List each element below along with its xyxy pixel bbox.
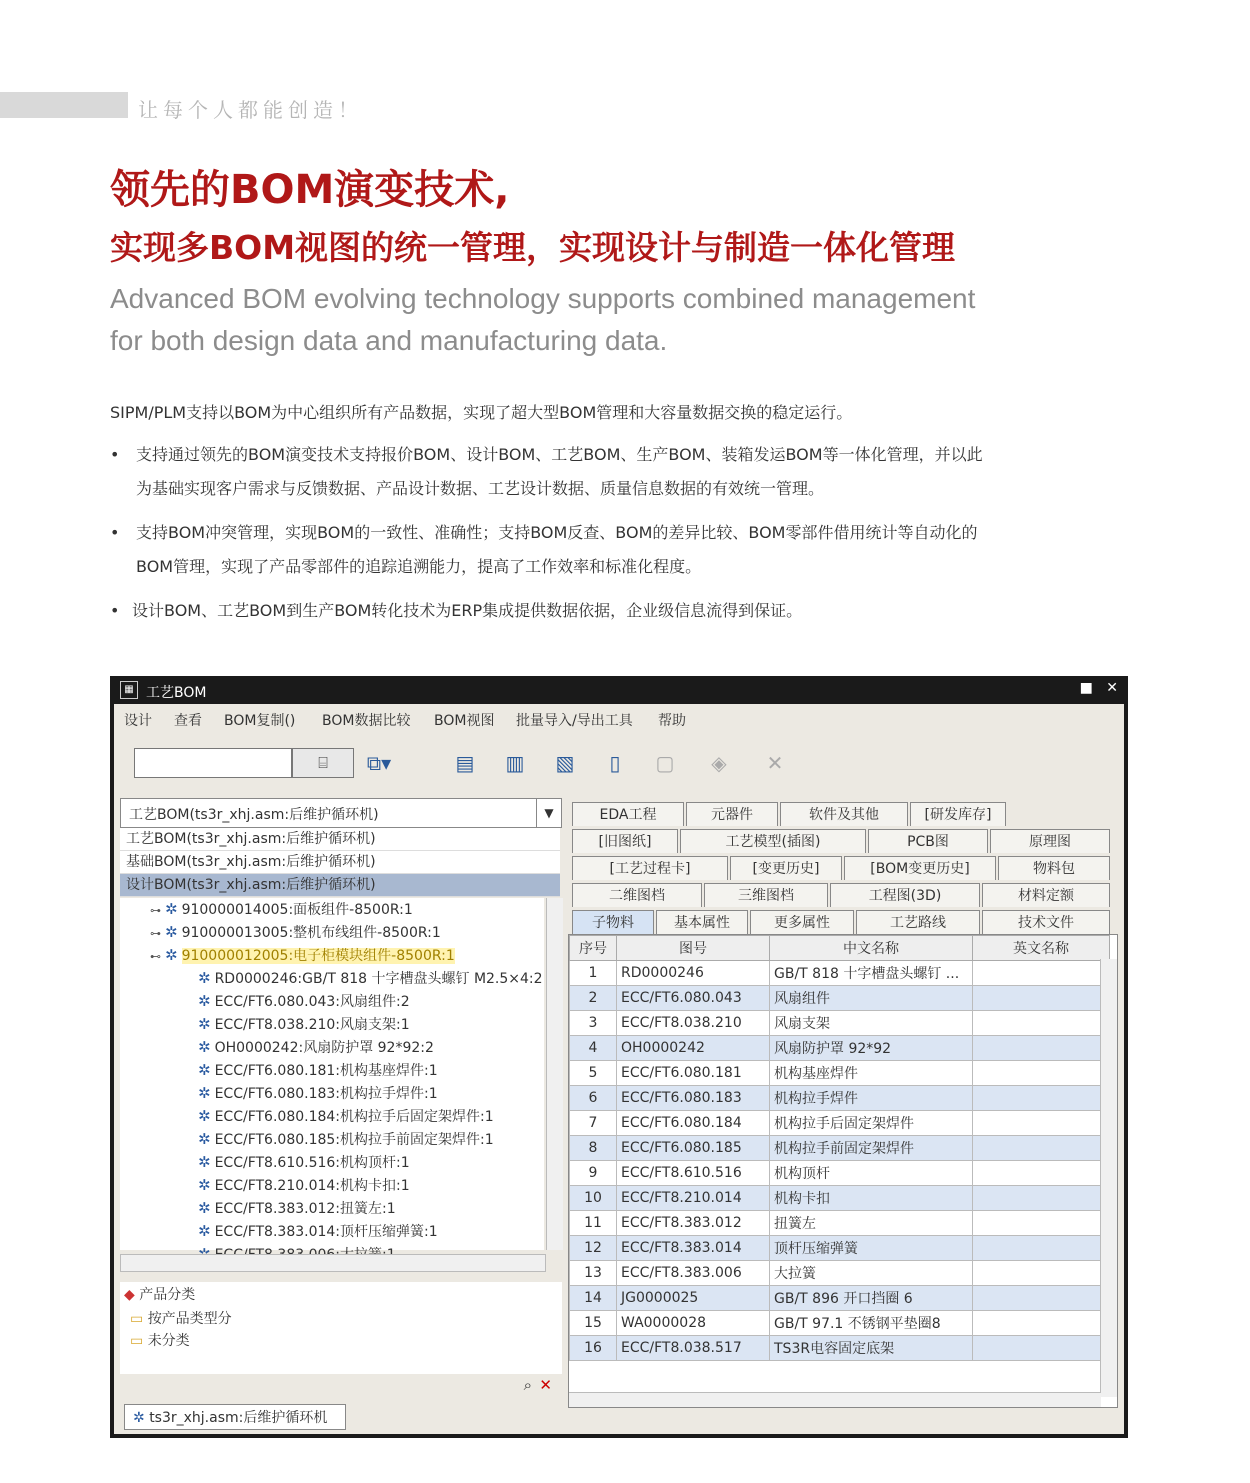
bom-tree <box>120 898 544 1250</box>
maximize-icon[interactable]: ■ <box>1079 680 1093 696</box>
tab-row <box>568 883 1116 909</box>
table-cell <box>973 1186 1110 1211</box>
table-cell: ECC/FT8.210.014 <box>617 1186 770 1211</box>
tree-horizontal-scrollbar[interactable] <box>120 1254 546 1272</box>
table-row[interactable] <box>570 1286 1110 1311</box>
column-header[interactable]: 图号 <box>617 936 770 961</box>
menu-view[interactable]: 查看 <box>174 713 202 729</box>
column-header[interactable]: 中文名称 <box>770 936 973 961</box>
table-cell: 风扇防护罩 92*92 <box>770 1036 973 1061</box>
table-cell: JG0000025 <box>617 1286 770 1311</box>
table-cell: 7 <box>570 1111 617 1136</box>
table-row[interactable] <box>570 1036 1110 1061</box>
table-cell: GB/T 818 十字槽盘头螺钉 ... <box>770 961 973 986</box>
table-cell <box>973 986 1110 1011</box>
header-gray-bar <box>0 92 128 118</box>
tree-node[interactable]: ✲ ECC/FT8.610.516:机构顶杆:1 <box>198 1153 410 1171</box>
table-cell: 大拉簧 <box>770 1261 973 1286</box>
slogan: 让每个人都能创造！ <box>138 98 363 122</box>
table-cell <box>973 1086 1110 1111</box>
tab-components[interactable]: 元器件 <box>686 802 778 826</box>
table-cell <box>973 1061 1110 1086</box>
table-row[interactable] <box>570 1011 1110 1036</box>
tree-node-selected[interactable]: ⊷ ✲ 910000012005:电子柜模块组件-8500R:1 <box>150 946 455 964</box>
search-input[interactable] <box>134 748 292 778</box>
copy-dropdown-icon[interactable]: ⧉▾ <box>366 751 392 775</box>
folder-icon: ▭ <box>130 1333 144 1349</box>
table-row[interactable] <box>570 1211 1110 1236</box>
table-cell: 顶杆压缩弹簧 <box>770 1236 973 1261</box>
tree-node[interactable]: ✲ ECC/FT8.210.014:机构卡扣:1 <box>198 1176 410 1194</box>
category-root[interactable]: ◆ 产品分类 <box>124 1287 196 1303</box>
menu-bar <box>114 704 1124 734</box>
bom-view-select[interactable] <box>120 798 562 828</box>
tab-basic-attributes[interactable]: 基本属性 <box>656 910 748 934</box>
category-toolbar <box>120 1374 562 1398</box>
tree-node[interactable]: ⊶ ✲ 910000014005:面板组件-8500R:1 <box>150 900 413 918</box>
delete-icon[interactable]: ✕ <box>766 751 784 775</box>
gear-icon: ✲ <box>198 1199 211 1217</box>
table-row[interactable] <box>570 1136 1110 1161</box>
bullet-line: 设计BOM、工艺BOM到生产BOM转化技术为ERP集成提供数据依据，企业级信息流得到保证。 <box>132 601 803 620</box>
table-cell: 4 <box>570 1036 617 1061</box>
gear-icon: ✲ <box>165 900 178 918</box>
chevron-down-icon[interactable]: ▼ <box>536 799 561 827</box>
tree-node[interactable]: ✲ ECC/FT8.383.014:顶杆压缩弹簧:1 <box>198 1222 438 1240</box>
english-title-line-2: for both design data and manufacturing data. <box>110 325 668 356</box>
table-row[interactable] <box>570 1111 1110 1136</box>
tree-node[interactable]: ✲ OH0000242:风扇防护罩 92*92:2 <box>198 1038 434 1056</box>
gear-icon: ✲ <box>133 1410 145 1426</box>
english-title-line-1: Advanced BOM evolving technology supports combined management <box>110 283 976 314</box>
tree-node[interactable]: ✲ RD0000246:GB/T 818 十字槽盘头螺钉 M2.5×4:2 <box>198 969 543 987</box>
table-cell: 16 <box>570 1336 617 1361</box>
cube-icon: ◆ <box>124 1287 135 1303</box>
tree-node[interactable]: ✲ ECC/FT6.080.043:风扇组件:2 <box>198 992 410 1010</box>
tab-row <box>568 829 1116 855</box>
dropdown-option[interactable]: 基础BOM(ts3r_xhj.asm:后维护循环机) <box>120 851 560 874</box>
table-cell: 13 <box>570 1261 617 1286</box>
tab-rd-inventory[interactable]: [研发库存] <box>910 802 1006 826</box>
tree-vertical-scrollbar[interactable] <box>546 898 563 1250</box>
table-row[interactable] <box>570 961 1110 986</box>
dropdown-option[interactable]: 工艺BOM(ts3r_xhj.asm:后维护循环机) <box>120 828 560 851</box>
bullet-line: BOM管理，实现了产品零部件的追踪追溯能力，提高了工作效率和标准化程度。 <box>136 557 702 576</box>
undo-icon[interactable]: ◈ <box>711 751 727 775</box>
document-icon[interactable]: ▤ <box>455 751 475 775</box>
table-cell: 6 <box>570 1086 617 1111</box>
table-row[interactable] <box>570 1061 1110 1086</box>
tree-node[interactable]: ⊶ ✲ 910000013005:整机布线组件-8500R:1 <box>150 923 441 941</box>
bom-view-dropdown <box>120 828 560 897</box>
toolbar <box>114 740 1124 790</box>
table-cell <box>973 1211 1110 1236</box>
search-icon[interactable]: ⌕ <box>523 1376 532 1394</box>
gear-icon: ✲ <box>198 969 211 987</box>
close-icon[interactable]: ✕ <box>539 1376 552 1394</box>
menu-bom-view[interactable]: BOM视图 <box>434 713 495 729</box>
tab-material-pack[interactable]: 物料包 <box>998 856 1110 880</box>
tree-node[interactable]: ✲ ECC/FT8.038.210:风扇支架:1 <box>198 1015 410 1033</box>
tree-node[interactable]: ✲ ECC/FT6.080.185:机构拉手前固定架焊件:1 <box>198 1130 494 1148</box>
table-cell: 8 <box>570 1136 617 1161</box>
table-cell: 扭簧左 <box>770 1211 973 1236</box>
menu-design[interactable]: 设计 <box>124 713 152 729</box>
table-cell: ECC/FT6.080.183 <box>617 1086 770 1111</box>
table-cell: ECC/FT6.080.181 <box>617 1061 770 1086</box>
table-cell: ECC/FT6.080.043 <box>617 986 770 1011</box>
tab-bom-change-history[interactable]: [BOM变更历史] <box>844 856 996 880</box>
table-cell: 机构拉手焊件 <box>770 1086 973 1111</box>
dropdown-option-selected[interactable]: 设计BOM(ts3r_xhj.asm:后维护循环机) <box>120 874 560 897</box>
tab-3d-docs[interactable]: 三维图档 <box>704 883 828 907</box>
table-cell: 10 <box>570 1186 617 1211</box>
gear-icon: ✲ <box>198 992 211 1010</box>
table-cell: 12 <box>570 1236 617 1261</box>
table-cell: TS3R电容固定底架 <box>770 1336 973 1361</box>
table-row[interactable] <box>570 1236 1110 1261</box>
bullet-dot: • <box>110 445 120 464</box>
bullet-line: 支持BOM冲突管理，实现BOM的一致性、准确性；支持BOM反查、BOM的差异比较、BOM零部件借用统计等自动化的 <box>136 523 978 542</box>
column-header[interactable]: 序号 <box>570 936 617 961</box>
app-window <box>110 676 1128 1438</box>
table-cell <box>973 1011 1110 1036</box>
table-cell: WA0000028 <box>617 1311 770 1336</box>
table-cell: 机构拉手后固定架焊件 <box>770 1111 973 1136</box>
table-cell: ECC/FT6.080.184 <box>617 1111 770 1136</box>
bullet-dot: • <box>110 601 120 620</box>
table-cell: ECC/FT8.038.210 <box>617 1011 770 1036</box>
table-cell: 机构顶杆 <box>770 1161 973 1186</box>
table-cell: 风扇支架 <box>770 1011 973 1036</box>
tab-tech-files[interactable]: 技术文件 <box>982 910 1110 934</box>
gear-icon: ✲ <box>198 1084 211 1102</box>
category-item[interactable]: ▭ 未分类 <box>130 1333 190 1349</box>
table-cell: ECC/FT8.610.516 <box>617 1161 770 1186</box>
table-cell: 机构基座焊件 <box>770 1061 973 1086</box>
bullet-item <box>110 594 1140 628</box>
table-cell <box>973 1311 1110 1336</box>
intro-paragraph: SIPM/PLM支持以BOM为中心组织所有产品数据，实现了超大型BOM管理和大容量数据交换的稳定运行。 <box>110 403 853 422</box>
tab-engineering-drawing[interactable]: 工程图(3D) <box>830 883 980 907</box>
close-icon[interactable]: ✕ <box>1106 680 1118 696</box>
table-row[interactable] <box>570 1311 1110 1336</box>
tab-material-quota[interactable]: 材料定额 <box>982 883 1110 907</box>
bullet-line: 支持通过领先的BOM演变技术支持报价BOM、设计BOM、工艺BOM、生产BOM、装箱发运BOM等一体化管理，并以此 <box>136 445 983 464</box>
table-cell: GB/T 896 开口挡圈 6 <box>770 1286 973 1311</box>
bullet-dot: • <box>110 523 120 542</box>
table-cell: 机构拉手前固定架焊件 <box>770 1136 973 1161</box>
tab-old-drawings[interactable]: [旧图纸] <box>572 829 678 853</box>
table-cell: 机构卡扣 <box>770 1186 973 1211</box>
gear-icon: ✲ <box>198 1038 211 1056</box>
tab-sub-materials[interactable]: 子物料 <box>572 910 654 934</box>
left-panel <box>120 798 562 1398</box>
menu-bom-compare[interactable]: BOM数据比较 <box>322 713 411 729</box>
table-horizontal-scrollbar[interactable] <box>569 1392 1101 1407</box>
table-cell <box>973 1036 1110 1061</box>
table-cell: ECC/FT8.383.006 <box>617 1261 770 1286</box>
table-vertical-scrollbar[interactable] <box>1100 959 1117 1397</box>
table-cell: ECC/FT8.038.517 <box>617 1336 770 1361</box>
gear-icon: ✲ <box>198 1222 211 1240</box>
column-header[interactable]: 英文名称 <box>973 936 1110 961</box>
search-button[interactable]: ⌸ <box>292 748 354 778</box>
tab-software[interactable]: 软件及其他 <box>780 802 908 826</box>
tab-change-history[interactable]: [变更历史] <box>730 856 842 880</box>
menu-batch-tools[interactable]: 批量导入/导出工具 <box>516 713 633 729</box>
table-row[interactable] <box>570 1086 1110 1111</box>
category-item[interactable]: ▭ 按产品类型分 <box>130 1311 232 1327</box>
tab-schematic[interactable]: 原理图 <box>990 829 1110 853</box>
bom-view-value: 工艺BOM(ts3r_xhj.asm:后维护循环机) <box>129 807 379 823</box>
document-tab[interactable]: ✲ ts3r_xhj.asm:后维护循环机 <box>124 1404 346 1430</box>
page-icon[interactable]: ▯ <box>609 751 621 775</box>
tab-process-card[interactable]: [工艺过程卡] <box>572 856 728 880</box>
tab-pcb[interactable]: PCB图 <box>868 829 988 853</box>
app-icon: ▦ <box>120 681 138 699</box>
tab-eda[interactable]: EDA工程 <box>572 802 684 826</box>
table-cell: ECC/FT8.383.014 <box>617 1236 770 1261</box>
title-line-1: 领先的BOM演变技术, <box>110 167 510 213</box>
table-cell <box>973 1136 1110 1161</box>
gear-icon: ✲ <box>198 1176 211 1194</box>
table-cell <box>973 1286 1110 1311</box>
table-row[interactable] <box>570 986 1110 1011</box>
tree-node[interactable]: ✲ ECC/FT6.080.183:机构拉手焊件:1 <box>198 1084 438 1102</box>
table-cell <box>973 961 1110 986</box>
tree-node[interactable]: ✲ ECC/FT6.080.184:机构拉手后固定架焊件:1 <box>198 1107 494 1125</box>
table-cell: 风扇组件 <box>770 986 973 1011</box>
table-cell: 5 <box>570 1061 617 1086</box>
table-row[interactable] <box>570 1186 1110 1211</box>
category-tree <box>120 1282 562 1374</box>
table-cell: OH0000242 <box>617 1036 770 1061</box>
gear-icon: ✲ <box>165 923 178 941</box>
table-cell <box>973 1261 1110 1286</box>
table-cell: RD0000246 <box>617 961 770 986</box>
bullet-item <box>110 438 1140 506</box>
tab-more-attributes[interactable]: 更多属性 <box>750 910 854 934</box>
paste-icon[interactable]: ▢ <box>655 751 675 775</box>
tree-node[interactable]: ✲ ECC/FT8.383.012:扭簧左:1 <box>198 1199 396 1217</box>
bullet-line: 为基础实现客户需求与反馈数据、产品设计数据、工艺设计数据、质量信息数据的有效统一管理。 <box>136 479 825 498</box>
table-cell: 3 <box>570 1011 617 1036</box>
table-cell <box>973 1236 1110 1261</box>
table-cell: 14 <box>570 1286 617 1311</box>
gear-icon: ✲ <box>165 946 178 964</box>
tab-row <box>568 910 1116 936</box>
table-cell: ECC/FT8.383.012 <box>617 1211 770 1236</box>
tree-node[interactable]: ✲ ECC/FT6.080.181:机构基座焊件:1 <box>198 1061 438 1079</box>
table-cell: GB/T 97.1 不锈钢平垫圈8 <box>770 1311 973 1336</box>
table-row[interactable] <box>570 1161 1110 1186</box>
table-cell <box>973 1161 1110 1186</box>
table-cell: 11 <box>570 1211 617 1236</box>
table-cell: 2 <box>570 986 617 1011</box>
table-cell <box>973 1111 1110 1136</box>
tab-process-route[interactable]: 工艺路线 <box>856 910 980 934</box>
gear-icon: ✲ <box>198 1015 211 1033</box>
window-titlebar <box>110 676 1128 704</box>
table-cell: 1 <box>570 961 617 986</box>
tab-process-model[interactable]: 工艺模型(插图) <box>680 829 866 853</box>
sub-materials-table <box>568 934 1118 1408</box>
title-line-2: 实现多BOM视图的统一管理，实现设计与制造一体化管理 <box>110 228 956 267</box>
document-copy-icon[interactable]: ▥ <box>505 751 525 775</box>
table-cell: ECC/FT6.080.185 <box>617 1136 770 1161</box>
gear-icon: ✲ <box>198 1130 211 1148</box>
menu-help[interactable]: 帮助 <box>658 713 686 729</box>
tab-row <box>568 802 1116 828</box>
gear-icon: ✲ <box>198 1153 211 1171</box>
gear-icon: ✲ <box>198 1061 211 1079</box>
table-cell: 9 <box>570 1161 617 1186</box>
table-cell <box>973 1336 1110 1361</box>
table-cell: 15 <box>570 1311 617 1336</box>
table-row[interactable] <box>570 1336 1110 1361</box>
menu-bom-copy[interactable]: BOM复制() <box>224 713 296 729</box>
tab-2d-docs[interactable]: 二维图档 <box>572 883 702 907</box>
bullet-item <box>110 516 1140 584</box>
window-title: 工艺BOM <box>146 685 207 701</box>
window-body <box>114 704 1124 1434</box>
table-row[interactable] <box>570 1261 1110 1286</box>
tab-row <box>568 856 1116 882</box>
folder-icon: ▭ <box>130 1311 144 1327</box>
right-panel <box>568 798 1116 1406</box>
document-stack-icon[interactable]: ▧ <box>555 751 575 775</box>
gear-icon: ✲ <box>198 1107 211 1125</box>
